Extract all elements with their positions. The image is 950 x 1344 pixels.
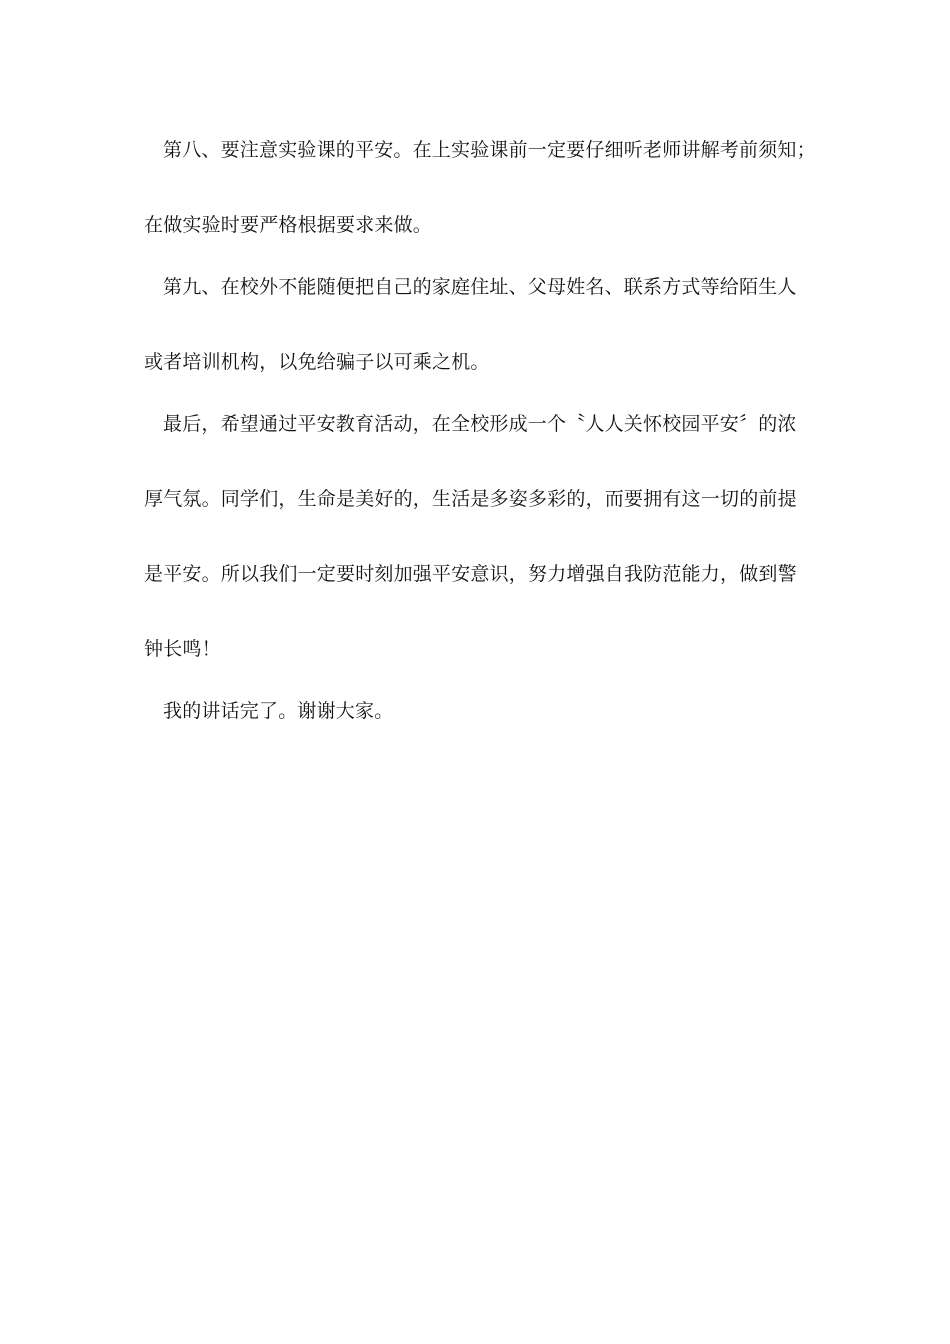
closing-paragraph-line-4: 钟长鸣！ [144, 638, 221, 660]
paragraph-9-line-2: 或者培训机构，以免给骗子以可乘之机。 [144, 351, 490, 373]
closing-paragraph-line-3: 是平安。所以我们一定要时刻加强平安意识，努力增强自我防范能力，做到警 [144, 563, 797, 585]
paragraph-8-line-2: 在做实验时要严格根据要求来做。 [144, 214, 433, 236]
paragraph-8-line-1: 第八、要注意实验课的平安。在上实验课前一定要仔细听老师讲解考前须知； [163, 139, 816, 161]
final-sentence: 我的讲话完了。谢谢大家。 [163, 700, 394, 722]
closing-paragraph-line-2: 厚气氛。同学们，生命是美好的，生活是多姿多彩的，而要拥有这一切的前提 [144, 488, 797, 510]
closing-paragraph-line-1: 最后，希望通过平安教育活动，在全校形成一个〝人人关怀校园平安〞的浓 [163, 413, 797, 435]
paragraph-9-line-1: 第九、在校外不能随便把自己的家庭住址、父母姓名、联系方式等给陌生人 [163, 276, 797, 298]
